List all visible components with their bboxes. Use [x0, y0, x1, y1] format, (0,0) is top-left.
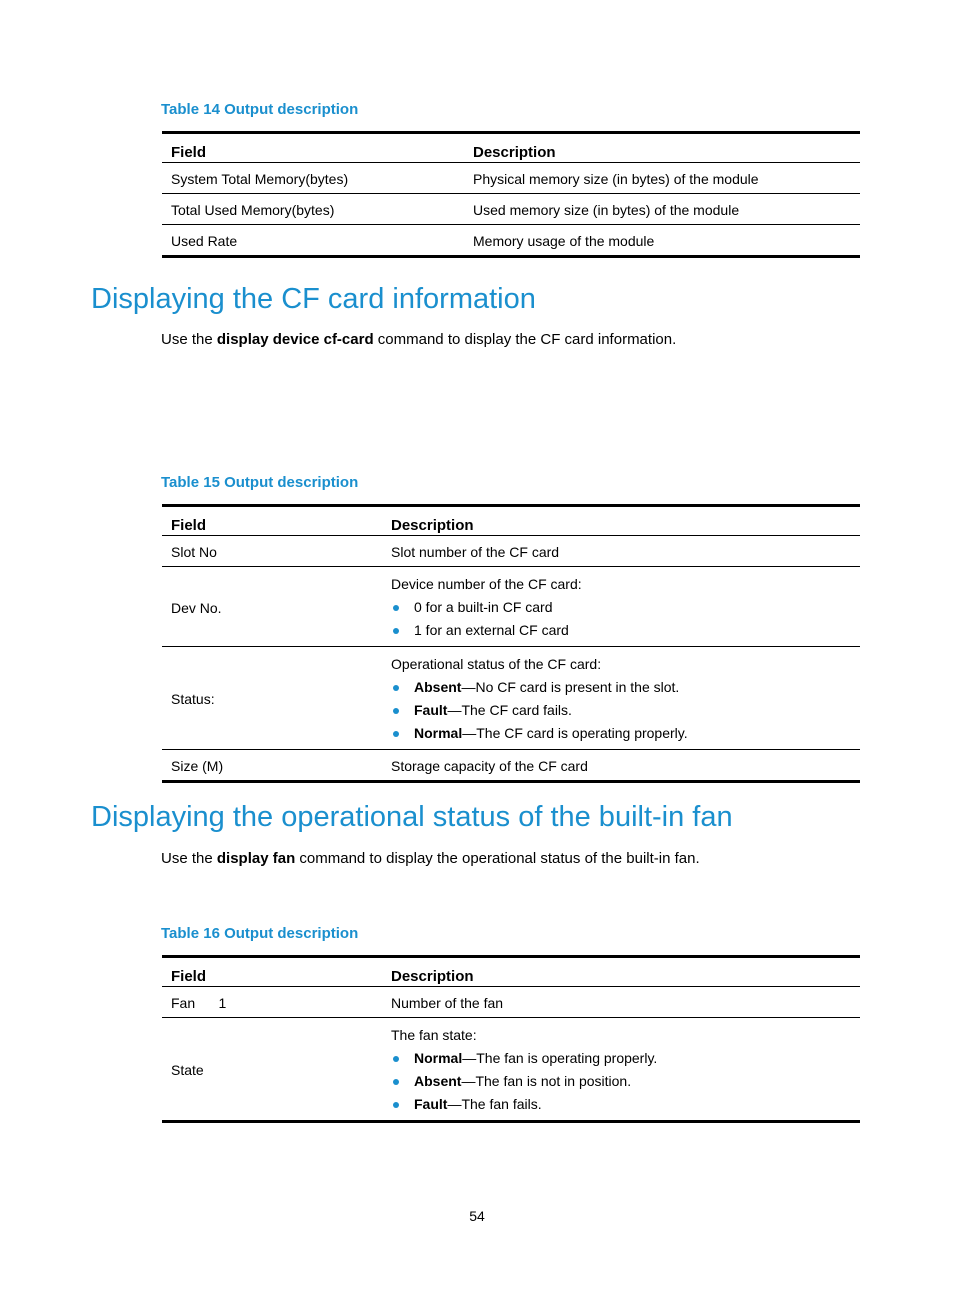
- table-row: [162, 987, 860, 1018]
- page-number: 54: [469, 1208, 485, 1224]
- table-header-description: Description: [464, 133, 860, 163]
- table-row: [162, 1018, 860, 1122]
- description-cell: Memory usage of the module: [464, 225, 860, 257]
- list-item: [391, 722, 851, 745]
- table-row: [162, 225, 860, 257]
- list-item: [391, 1047, 851, 1070]
- section-heading-cf-card: Displaying the CF card information: [91, 283, 536, 315]
- table-14-caption: Table 14 Output description: [161, 101, 359, 118]
- description-cell: [382, 567, 860, 647]
- table-header-field: Field: [162, 133, 464, 163]
- table-row: [162, 750, 860, 782]
- table-row: [162, 647, 860, 750]
- table-header-description: Description: [382, 957, 860, 987]
- term: Fault: [414, 1096, 448, 1112]
- field-cell: Slot No: [162, 536, 382, 567]
- description-cell: Used memory size (in bytes) of the module: [464, 194, 860, 225]
- table-row: [162, 163, 860, 194]
- fan-paragraph: [161, 850, 700, 867]
- table-header-description: Description: [382, 506, 860, 536]
- para-text: Use the: [161, 331, 217, 348]
- description-lead: Device number of the CF card:: [391, 576, 582, 592]
- description-lead: Operational status of the CF card:: [391, 656, 602, 672]
- para-text: Use the: [161, 850, 217, 867]
- list-item: [391, 1093, 851, 1116]
- table-row: [162, 194, 860, 225]
- bullet-list: [391, 596, 851, 642]
- field-cell: System Total Memory(bytes): [162, 163, 464, 194]
- term: Fault: [414, 702, 448, 718]
- bullet-list: [391, 676, 851, 745]
- command-name: display device cf-card: [216, 331, 374, 348]
- field-cell: Fan 1: [162, 987, 382, 1018]
- term: Absent: [414, 679, 462, 695]
- term: Normal: [414, 725, 463, 741]
- list-item: 1 for an external CF card: [391, 619, 851, 642]
- description-cell: Physical memory size (in bytes) of the module: [464, 163, 860, 194]
- table-15-caption: Table 15 Output description: [161, 474, 359, 491]
- field-cell: Status:: [162, 647, 382, 750]
- description-cell: Number of the fan: [382, 987, 860, 1018]
- table-15: [162, 504, 860, 783]
- term: Normal: [414, 1050, 463, 1066]
- description-lead: The fan state:: [391, 1027, 477, 1043]
- description-cell: Slot number of the CF card: [382, 536, 860, 567]
- list-item: [391, 676, 851, 699]
- table-row: [162, 567, 860, 647]
- field-cell: State: [162, 1018, 382, 1122]
- cf-card-paragraph: [161, 331, 676, 348]
- description-cell: [382, 1018, 860, 1122]
- term-desc: —The fan is not in position.: [461, 1073, 632, 1089]
- list-item: 0 for a built-in CF card: [391, 596, 851, 619]
- section-heading-fan: Displaying the operational status of the built-in fan: [91, 801, 733, 833]
- para-text: command to display the operational status of the built-in fan.: [295, 850, 700, 867]
- table-header-field: Field: [162, 506, 382, 536]
- bullet-list: [391, 1047, 851, 1116]
- table-row: [162, 536, 860, 567]
- term: Absent: [414, 1073, 462, 1089]
- term-desc: —The CF card is operating properly.: [462, 725, 688, 741]
- term-desc: —The fan is operating properly.: [462, 1050, 658, 1066]
- field-cell: Dev No.: [162, 567, 382, 647]
- field-cell: Size (M): [162, 750, 382, 782]
- field-cell: Total Used Memory(bytes): [162, 194, 464, 225]
- para-text: command to display the CF card information.: [373, 331, 677, 348]
- term-desc: —No CF card is present in the slot.: [461, 679, 680, 695]
- table-16: [162, 955, 860, 1123]
- term-desc: —The CF card fails.: [447, 702, 572, 718]
- list-item: [391, 1070, 851, 1093]
- description-cell: [382, 647, 860, 750]
- command-name: display fan: [216, 850, 296, 867]
- table-14: [162, 131, 860, 258]
- table-header-field: Field: [162, 957, 382, 987]
- list-item: [391, 699, 851, 722]
- description-cell: Storage capacity of the CF card: [382, 750, 860, 782]
- field-cell: Used Rate: [162, 225, 464, 257]
- term-desc: —The fan fails.: [447, 1096, 542, 1112]
- table-16-caption: Table 16 Output description: [161, 925, 359, 942]
